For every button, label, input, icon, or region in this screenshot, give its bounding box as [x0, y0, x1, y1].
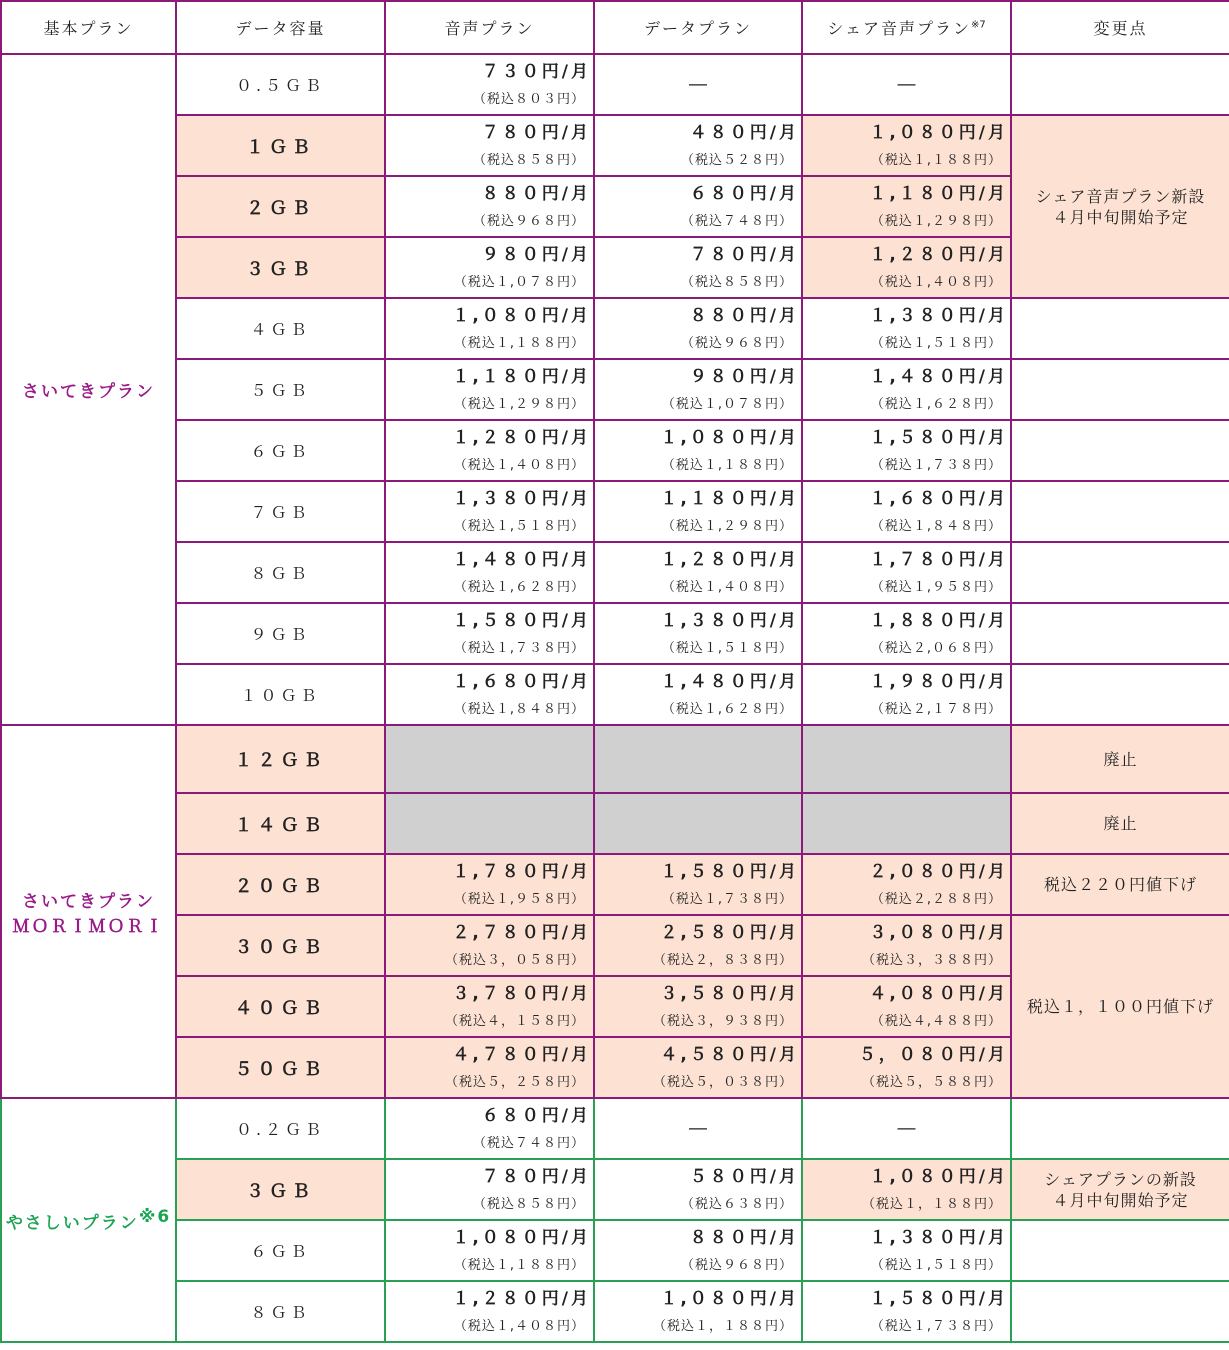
- data-price-cell: １,１８０円/月 （税込１,２９８円）: [594, 481, 802, 542]
- plan-saiteki-morimori: さいてきプラン ＭＯＲＩＭＯＲＩ: [1, 725, 176, 1098]
- capacity-cell: ６ＧＢ: [176, 1220, 385, 1281]
- capacity-cell: ３ＧＢ: [176, 237, 385, 298]
- capacity-cell: ９ＧＢ: [176, 603, 385, 664]
- voice-price-cell: [385, 725, 594, 793]
- capacity-cell: １４ＧＢ: [176, 793, 385, 854]
- share-price-cell: ４,０８０円/月 （税込４,４８８円）: [802, 976, 1011, 1037]
- data-price-cell: １,４８０円/月 （税込１,６２８円）: [594, 664, 802, 725]
- capacity-cell: ０.２ＧＢ: [176, 1098, 385, 1159]
- capacity-cell: １ＧＢ: [176, 115, 385, 176]
- share-price-cell: １,３８０円/月 （税込１,５１８円）: [802, 1220, 1011, 1281]
- share-price-cell: ―: [802, 54, 1011, 115]
- data-price-cell: ８８０円/月 （税込９６８円）: [594, 298, 802, 359]
- change-cell: [1011, 664, 1229, 725]
- share-price-cell: １,６８０円/月 （税込１,８４８円）: [802, 481, 1011, 542]
- share-price-cell: １,３８０円/月 （税込１,５１８円）: [802, 298, 1011, 359]
- data-price-cell: ―: [594, 54, 802, 115]
- voice-price-cell: ８８０円/月 （税込９６８円）: [385, 176, 594, 237]
- capacity-cell: ３ＧＢ: [176, 1159, 385, 1220]
- table-row: [1, 664, 1229, 725]
- change-cell: 廃止: [1011, 793, 1229, 854]
- voice-price-cell: １,０８０円/月 （税込１,１８８円）: [385, 1220, 594, 1281]
- table-row: [1, 420, 1229, 481]
- yasashii-note: ※6: [138, 1206, 172, 1227]
- voice-price-cell: [385, 793, 594, 854]
- header-row: [1, 1, 1229, 54]
- share-price-cell: １,７８０円/月 （税込１,９５８円）: [802, 542, 1011, 603]
- share-price-cell: ―: [802, 1098, 1011, 1159]
- data-price-cell: １,５８０円/月 （税込１,７３８円）: [594, 854, 802, 915]
- change-cell: [1011, 603, 1229, 664]
- capacity-cell: ３０ＧＢ: [176, 915, 385, 976]
- table-row: [1, 603, 1229, 664]
- capacity-cell: ５ＧＢ: [176, 359, 385, 420]
- voice-price-cell: ６８０円/月 （税込７４８円）: [385, 1098, 594, 1159]
- voice-price-cell: １,２８０円/月 （税込１,４０８円）: [385, 1281, 594, 1342]
- voice-price-cell: １,７８０円/月 （税込１,９５８円）: [385, 854, 594, 915]
- capacity-cell: １０ＧＢ: [176, 664, 385, 725]
- data-price-cell: ３,５８０円/月 （税込３，９３８円）: [594, 976, 802, 1037]
- capacity-cell: ２０ＧＢ: [176, 854, 385, 915]
- table-row: [1, 915, 1229, 976]
- share-price-cell: １,０８０円/月 （税込１,１８８円）: [802, 115, 1011, 176]
- table-row: [1, 298, 1229, 359]
- voice-price-cell: １,４８０円/月 （税込１,６２８円）: [385, 542, 594, 603]
- table-row: [1, 542, 1229, 603]
- data-price-cell: １,０８０円/月 （税込１，１８８円）: [594, 1281, 802, 1342]
- voice-price-cell: １,６８０円/月 （税込１,８４８円）: [385, 664, 594, 725]
- change-cell: [1011, 420, 1229, 481]
- change-cell: [1011, 298, 1229, 359]
- change-cell: 税込１，１００円値下げ: [1011, 915, 1229, 1098]
- capacity-cell: ４ＧＢ: [176, 298, 385, 359]
- header-note: ※7: [970, 19, 986, 31]
- share-price-cell: １,５８０円/月 （税込１,７３８円）: [802, 1281, 1011, 1342]
- capacity-cell: １２ＧＢ: [176, 725, 385, 793]
- voice-price-cell: ２,７８０円/月 （税込３，０５８円）: [385, 915, 594, 976]
- table-row: [1, 854, 1229, 915]
- data-price-cell: [594, 725, 802, 793]
- change-cell: [1011, 1281, 1229, 1342]
- header-changes: 変更点: [1011, 1, 1229, 54]
- voice-price-cell: ７８０円/月 （税込８５８円）: [385, 115, 594, 176]
- share-price-cell: [802, 725, 1011, 793]
- table-row: [1, 1159, 1229, 1220]
- table-row: [1, 793, 1229, 854]
- plan-saiteki: さいてきプラン: [1, 54, 176, 725]
- capacity-cell: ８ＧＢ: [176, 1281, 385, 1342]
- voice-price-cell: ３,７８０円/月 （税込４，１５８円）: [385, 976, 594, 1037]
- data-price-cell: [594, 793, 802, 854]
- header-base-plan: 基本プラン: [1, 1, 176, 54]
- data-price-cell: ５８０円/月 （税込６３８円）: [594, 1159, 802, 1220]
- data-price-cell: １,２８０円/月 （税込１,４０８円）: [594, 542, 802, 603]
- share-price-cell: １,８８０円/月 （税込２,０６８円）: [802, 603, 1011, 664]
- share-price-cell: １,５８０円/月 （税込１,７３８円）: [802, 420, 1011, 481]
- data-price-cell: ４,５８０円/月 （税込５，０３８円）: [594, 1037, 802, 1098]
- voice-price-cell: １,５８０円/月 （税込１,７３８円）: [385, 603, 594, 664]
- header-data-capacity: データ容量: [176, 1, 385, 54]
- voice-price-cell: ７８０円/月 （税込８５８円）: [385, 1159, 594, 1220]
- change-cell: 税込２２０円値下げ: [1011, 854, 1229, 915]
- table-row: [1, 115, 1229, 176]
- change-cell: [1011, 1220, 1229, 1281]
- change-cell: [1011, 54, 1229, 115]
- share-price-cell: [802, 793, 1011, 854]
- capacity-cell: ４０ＧＢ: [176, 976, 385, 1037]
- share-price-cell: １,９８０円/月 （税込２,１７８円）: [802, 664, 1011, 725]
- change-share-plan-new: シェアプランの新設 ４月中旬開始予定: [1011, 1159, 1229, 1220]
- voice-price-cell: ４,７８０円/月 （税込５，２５８円）: [385, 1037, 594, 1098]
- capacity-cell: ２ＧＢ: [176, 176, 385, 237]
- header-voice-plan: 音声プラン: [385, 1, 594, 54]
- data-price-cell: ―: [594, 1098, 802, 1159]
- capacity-cell: ０.５ＧＢ: [176, 54, 385, 115]
- data-price-cell: ７８０円/月 （税込８５８円）: [594, 237, 802, 298]
- voice-price-cell: １,０８０円/月 （税込１,１８８円）: [385, 298, 594, 359]
- table-row: [1, 481, 1229, 542]
- data-price-cell: ８８０円/月 （税込９６８円）: [594, 1220, 802, 1281]
- voice-price-cell: １,２８０円/月 （税込１,４０８円）: [385, 420, 594, 481]
- table-row: [1, 1220, 1229, 1281]
- change-share-new: シェア音声プラン新設 ４月中旬開始予定: [1011, 115, 1229, 298]
- plan-yasashii: やさしいプラン$^{※6}$: [1, 1098, 176, 1342]
- change-cell: [1011, 542, 1229, 603]
- capacity-cell: ５０ＧＢ: [176, 1037, 385, 1098]
- change-cell: 廃止: [1011, 725, 1229, 793]
- change-cell: [1011, 481, 1229, 542]
- header-data-plan: データプラン: [594, 1, 802, 54]
- change-cell: [1011, 1098, 1229, 1159]
- share-price-cell: １,１８０円/月 （税込１,２９８円）: [802, 176, 1011, 237]
- capacity-cell: ８ＧＢ: [176, 542, 385, 603]
- data-price-cell: １,０８０円/月 （税込１,１８８円）: [594, 420, 802, 481]
- share-price-cell: １,４８０円/月 （税込１,６２８円）: [802, 359, 1011, 420]
- share-price-cell: ２,０８０円/月 （税込２,２８８円）: [802, 854, 1011, 915]
- voice-price-cell: １,１８０円/月 （税込１,２９８円）: [385, 359, 594, 420]
- data-price-cell: ２,５８０円/月 （税込２，８３８円）: [594, 915, 802, 976]
- voice-price-cell: １,３８０円/月 （税込１,５１８円）: [385, 481, 594, 542]
- table-row: [1, 54, 1229, 115]
- share-price-cell: １,２８０円/月 （税込１,４０８円）: [802, 237, 1011, 298]
- share-price-cell: ３,０８０円/月 （税込３，３８８円）: [802, 915, 1011, 976]
- table-row: [1, 1281, 1229, 1342]
- data-price-cell: ６８０円/月 （税込７４８円）: [594, 176, 802, 237]
- voice-price-cell: ７３０円/月 （税込８０３円）: [385, 54, 594, 115]
- table-row: [1, 1098, 1229, 1159]
- voice-price-cell: ９８０円/月 （税込１,０７８円）: [385, 237, 594, 298]
- share-price-cell: ５，０８０円/月 （税込５，５８８円）: [802, 1037, 1011, 1098]
- data-price-cell: ９８０円/月 （税込１,０７８円）: [594, 359, 802, 420]
- data-price-cell: ４８０円/月 （税込５２８円）: [594, 115, 802, 176]
- table-row: [1, 359, 1229, 420]
- capacity-cell: ７ＧＢ: [176, 481, 385, 542]
- capacity-cell: ６ＧＢ: [176, 420, 385, 481]
- table-row: [1, 725, 1229, 793]
- share-price-cell: １,０８０円/月 （税込１，１８８円）: [802, 1159, 1011, 1220]
- data-price-cell: １,３８０円/月 （税込１,５１８円）: [594, 603, 802, 664]
- header-share-voice-plan: シェア音声プラン$^{※7}$: [802, 1, 1011, 54]
- change-cell: [1011, 359, 1229, 420]
